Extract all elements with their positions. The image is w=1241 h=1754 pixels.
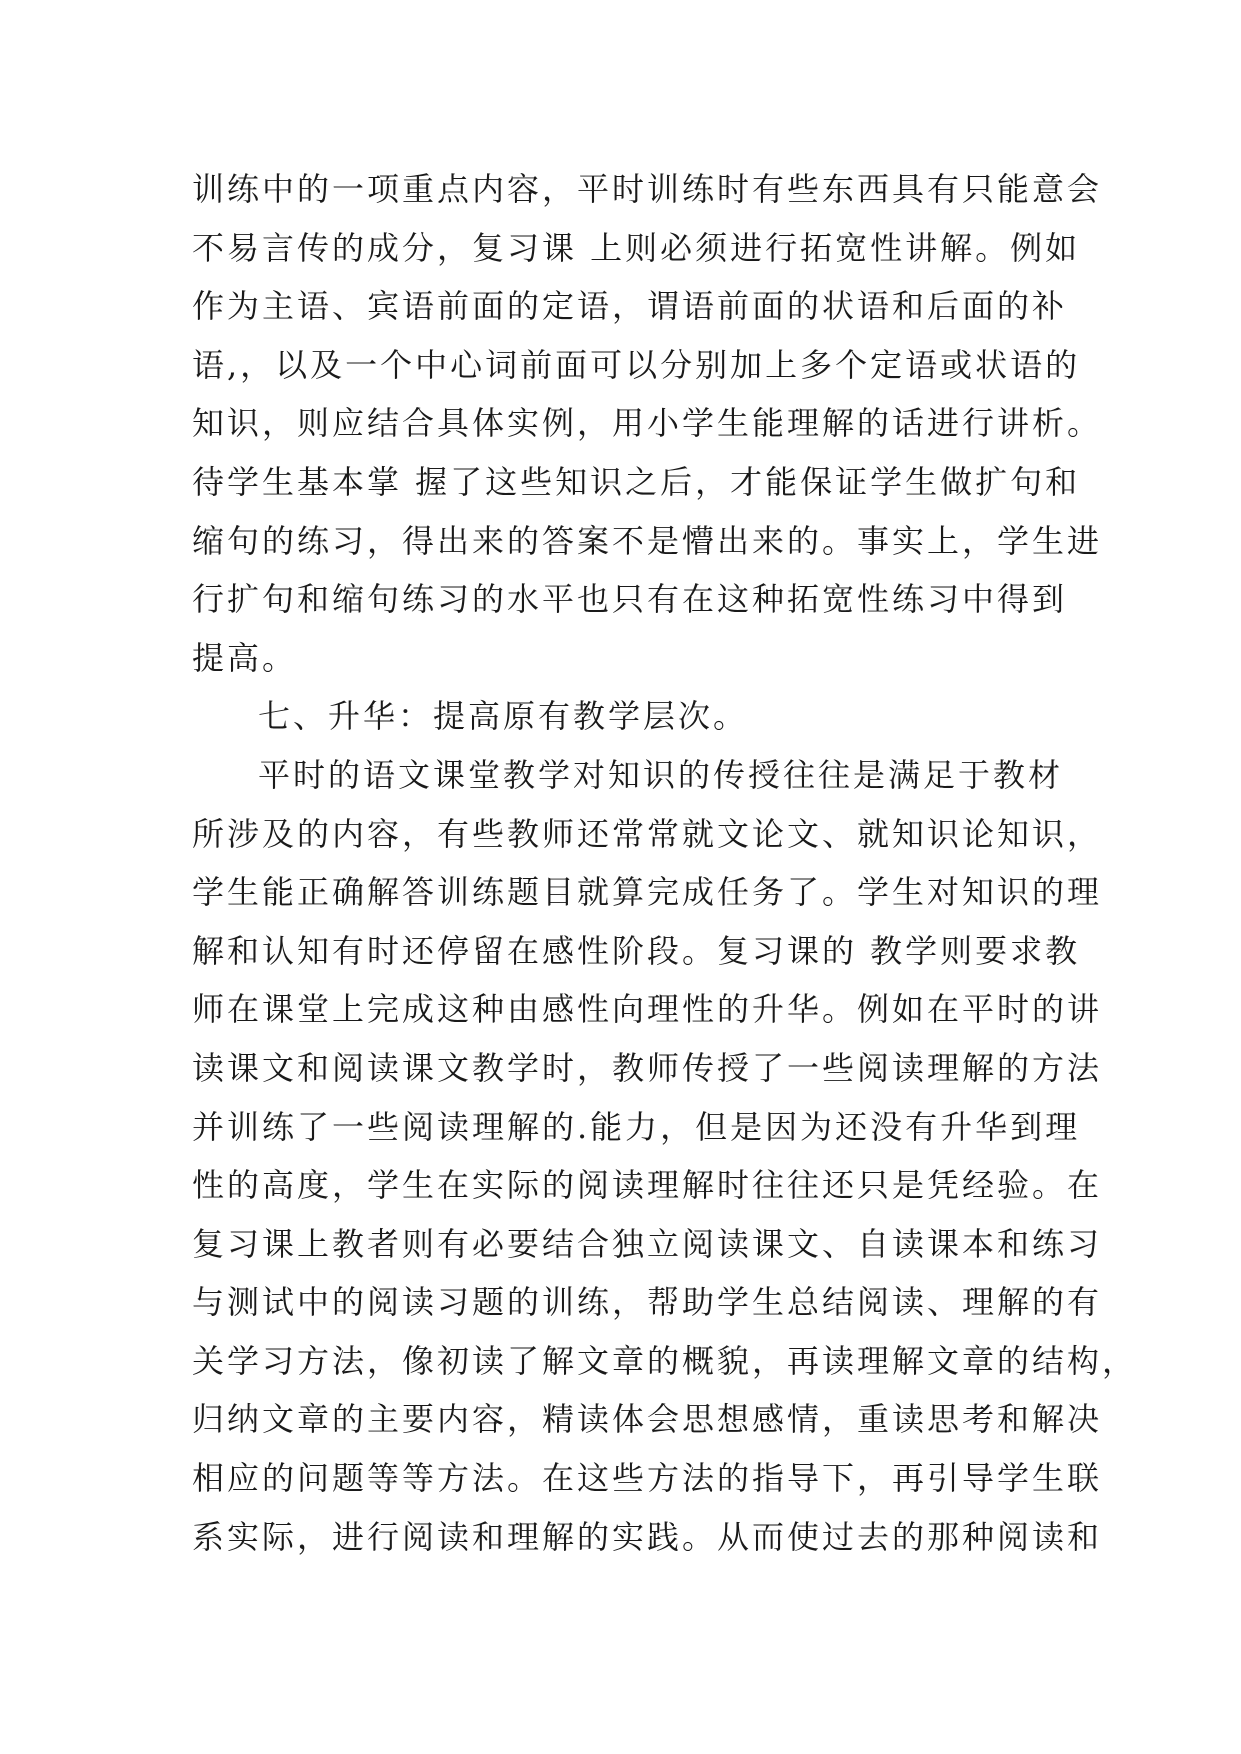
text-line: 并训练了一些阅读理解的.能力，但是因为还没有升华到理 xyxy=(192,1107,1081,1146)
text-line: 系实际，进行阅读和理解的实践。从而使过去的那种阅读和 xyxy=(192,1517,1103,1556)
text-line: 相应的问题等等方法。在这些方法的指导下，再引导学生联 xyxy=(192,1459,1103,1498)
text-line: 解和认知有时还停留在感性阶段。复习课的 教学则要求教 xyxy=(192,931,1081,970)
text-line: 性的高度，学生在实际的阅读理解时往往还只是凭经验。在 xyxy=(192,1166,1103,1205)
text-line: 知识，则应结合具体实例，用小学生能理解的话进行讲析。 xyxy=(192,404,1103,443)
text-line: 归纳文章的主要内容，精读体会思想感情，重读思考和解决 xyxy=(192,1400,1103,1439)
text-line: 平时的语文课堂教学对知识的传授往往是满足于教材 xyxy=(258,755,1064,794)
text-line: 关学习方法，像初读了解文章的概貌，再读理解文章的结构， xyxy=(192,1341,1138,1380)
text-line: 读课文和阅读课文教学时，教师传授了一些阅读理解的方法 xyxy=(192,1048,1103,1087)
text-line: 作为主语、宾语前面的定语，谓语前面的状语和后面的补 xyxy=(192,287,1068,326)
text-line: 行扩句和缩句练习的水平也只有在这种拓宽性练习中得到 xyxy=(192,580,1068,619)
text-line: 所涉及的内容，有些教师还常常就文论文、就知识论知识， xyxy=(192,814,1103,853)
text-line: 待学生基本掌 握了这些知识之后，才能保证学生做扩句和 xyxy=(192,462,1081,501)
text-line: 缩句的练习，得出来的答案不是懵出来的。事实上，学生进 xyxy=(192,521,1103,560)
text-line: 训练中的一项重点内容，平时训练时有些东西具有只能意会 xyxy=(192,170,1103,208)
text-line: 提高。 xyxy=(192,638,298,677)
text-line: 师在课堂上完成这种由感性向理性的升华。例如在平时的讲 xyxy=(192,990,1103,1029)
text-line: 不易言传的成分，复习课 上则必须进行拓宽性讲解。例如 xyxy=(192,228,1081,267)
text-line: 语,，以及一个中心词前面可以分别加上多个定语或状语的 xyxy=(192,345,1081,384)
text-line: 复习课上教者则有必要结合独立阅读课文、自读课本和练习 xyxy=(192,1224,1103,1263)
text-line: 学生能正确解答训练题目就算完成任务了。学生对知识的理 xyxy=(192,873,1103,912)
body-text xyxy=(192,160,1138,1566)
text-line: 七、升华：提高原有教学层次。 xyxy=(258,697,749,736)
text-line: 与测试中的阅读习题的训练，帮助学生总结阅读、理解的有 xyxy=(192,1283,1103,1322)
